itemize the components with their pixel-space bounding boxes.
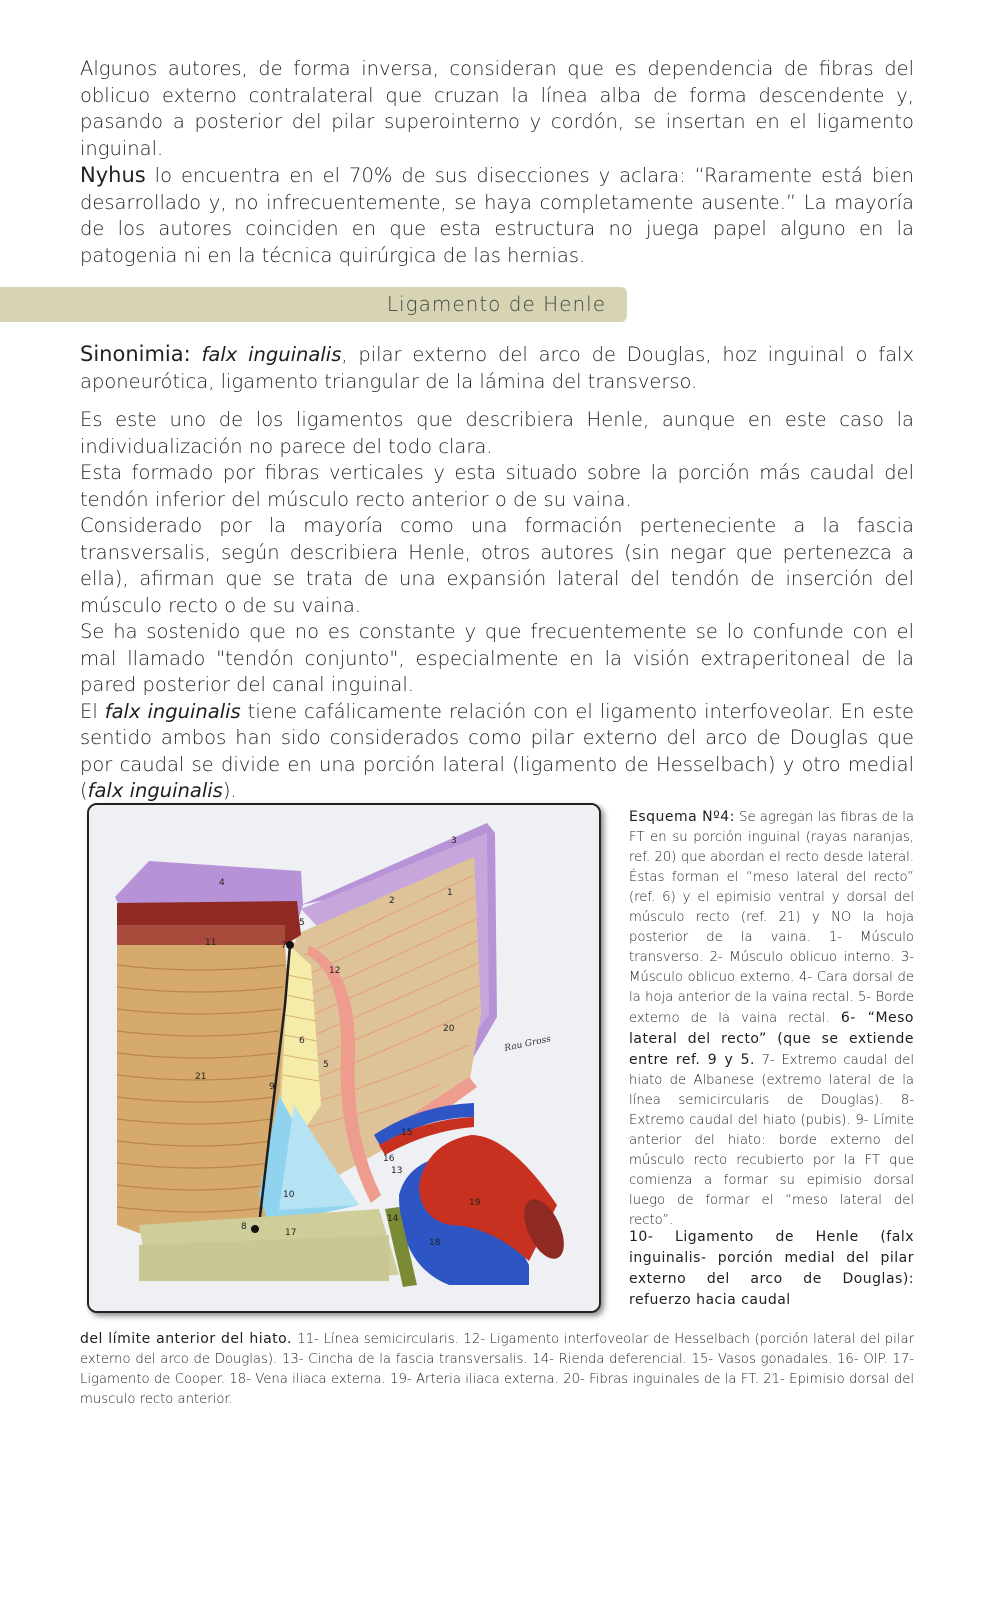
synonyms-italic: falx inguinalis — [201, 343, 342, 366]
label-11: 11 — [205, 938, 217, 948]
label-19: 19 — [469, 1198, 481, 1208]
semicircular-line-shade — [117, 925, 285, 945]
label-13: 13 — [391, 1166, 403, 1176]
body-p5-italic-2: falx inguinalis — [87, 779, 223, 802]
label-1: 1 — [447, 888, 453, 898]
label-3: 3 — [451, 836, 457, 846]
main-text — [80, 341, 914, 805]
label-15: 15 — [401, 1128, 413, 1138]
figure-caption-side-end — [629, 1227, 914, 1311]
label-10: 10 — [283, 1190, 295, 1200]
label-9: 9 — [269, 1082, 275, 1092]
label-20: 20 — [443, 1024, 455, 1034]
intro-paragraph-2-text: lo encuentra en el 70% de sus disecciones y aclara: “Raramente está bien desarrollado y, no infrecuentemente, se haya completamente ausente.” La mayoría de los autores coinciden en que esta estructura no juega papel alguno en la patogenia ni en la técnica quirúrgica de las hernias. — [80, 164, 914, 267]
artist-signature: Rau Gross — [503, 1034, 552, 1054]
label-7: 7 — [281, 941, 287, 951]
label-4: 4 — [219, 878, 225, 888]
anatomy-illustration — [89, 805, 599, 1311]
label-5-mid: 5 — [323, 1060, 329, 1070]
body-paragraph-3: Considerado por la mayoría como una formación perteneciente a la fascia transversalis, según describiera Henle, otros autores (sin negar que pertenezca a ella), afirman que se trata de una expansión lateral del tendón de inserción del músculo recto o de su vaina. — [80, 514, 914, 617]
label-14: 14 — [387, 1214, 399, 1224]
body-p5-b: tiene cafálicamente relación con el ligamento interfoveolar. En este sentido ambos han sido considerados como pilar externo del arco de Douglas que por caudal se divide en una porción lateral (ligamento de Hesselbach) y otro medial ( — [80, 699, 914, 802]
caption-bold-2-continued: del límite anterior del hiato. — [80, 1331, 298, 1347]
body-p5-italic: falx inguinalis — [104, 699, 241, 723]
body-p5-a: El — [80, 699, 105, 723]
label-2: 2 — [389, 896, 395, 906]
label-8: 8 — [241, 1222, 247, 1232]
caption-title: Esquema Nº4: — [629, 809, 735, 825]
body-paragraph-5 — [80, 699, 914, 805]
label-12: 12 — [329, 966, 341, 976]
synonyms-text: , pilar externo del arco de Douglas, hoz inguinal o falx aponeurótica, ligamento triangular de la lámina del transverso. — [80, 343, 914, 393]
caption-bold-1: 6- “Meso lateral del recto” (que se extiende entre ref. 9 y 5. — [629, 1010, 914, 1068]
caption-bold-2: 10- Ligamento de Henle (falx inguinalis- porción medial del pilar externo del arco de Douglas): refuerzo hacia caudal — [629, 1229, 914, 1308]
figure-caption-side — [629, 807, 914, 1231]
label-5-top: 5 — [299, 918, 305, 928]
point-7 — [286, 941, 294, 949]
synonyms-label: Sinonimia: — [80, 342, 191, 366]
point-8 — [251, 1225, 259, 1233]
body-paragraph-4: Se ha sostenido que no es constante y que frecuentemente se lo confunde con el mal llamado "tendón conjunto", especialmente en la visión extraperitoneal de la pared posterior del canal inguinal. — [80, 620, 914, 696]
body-p5-c: ). — [222, 779, 237, 802]
caption-text-3: 11- Línea semicircularis. 12- Ligamento interfoveolar de Hesselbach (porción lateral del pilar externo del arco de Douglas). 13- Cincha de la fascia transversalis. 14- Rienda deferencial. 15- Vasos gonadales. 16- OIP. 17- Ligamento de Cooper. 18- Vena iliaca externa. 19- Arteria iliaca externa. 20- Fibras inguinales de la FT. 21- Epimisio dorsal del musculo recto anterior. — [80, 1332, 914, 1407]
intro-text — [80, 56, 914, 269]
caption-text-1: Se agregan las fibras de la FT en su porción inguinal (rayas naranjas, ref. 20) que abordan el recto desde lateral. Éstas forman el “meso lateral del recto” (ref. 6) y el epimisio ventral y dorsal del músculo recto (ref. 21) y NO la hoja posterior de la vaina. 1- Músculo transverso. 2- Músculo oblicuo interno. 3- Músculo oblicuo externo. 4- Cara dorsal de la hoja anterior de la vaina rectal. 5- Borde externo de la vaina rectal. — [629, 810, 915, 1026]
synonyms-paragraph — [80, 341, 914, 395]
anatomy-figure — [87, 803, 601, 1313]
label-6: 6 — [299, 1036, 305, 1046]
label-17: 17 — [285, 1228, 297, 1238]
body-paragraph-2: Esta formado por fibras verticales y esta situado sobre la porción más caudal del tendón inferior del músculo recto anterior o de su vaina. — [80, 461, 914, 511]
intro-paragraph-2 — [80, 162, 914, 269]
figure-caption-bottom — [80, 1329, 914, 1410]
label-18: 18 — [429, 1238, 441, 1248]
section-title: Ligamento de Henle — [386, 292, 606, 316]
label-16: 16 — [383, 1154, 395, 1164]
intro-paragraph-1: Algunos autores, de forma inversa, consideran que es dependencia de fibras del oblicuo externo contralateral que cruzan la línea alba de forma descendente y, pasando a posterior del pilar superointerno y cordón, se insertan en el ligamento inguinal. — [80, 57, 914, 160]
caption-text-2: 7- Extremo caudal del hiato de Albanese (extremo lateral de la línea semicircularis de Douglas). 8- Extremo caudal del hiato (pubis). 9- Límite anterior del hiato: borde externo del músculo recto recubierto por la FT que comienza a formar su epimisio dorsal luego de formar el “meso lateral del recto”. — [629, 1053, 914, 1228]
author-nyhus: Nyhus — [80, 163, 146, 187]
label-21: 21 — [195, 1072, 207, 1082]
body-paragraph-1: Es este uno de los ligamentos que describiera Henle, aunque en este caso la individualización no parece del todo clara. — [80, 408, 914, 458]
